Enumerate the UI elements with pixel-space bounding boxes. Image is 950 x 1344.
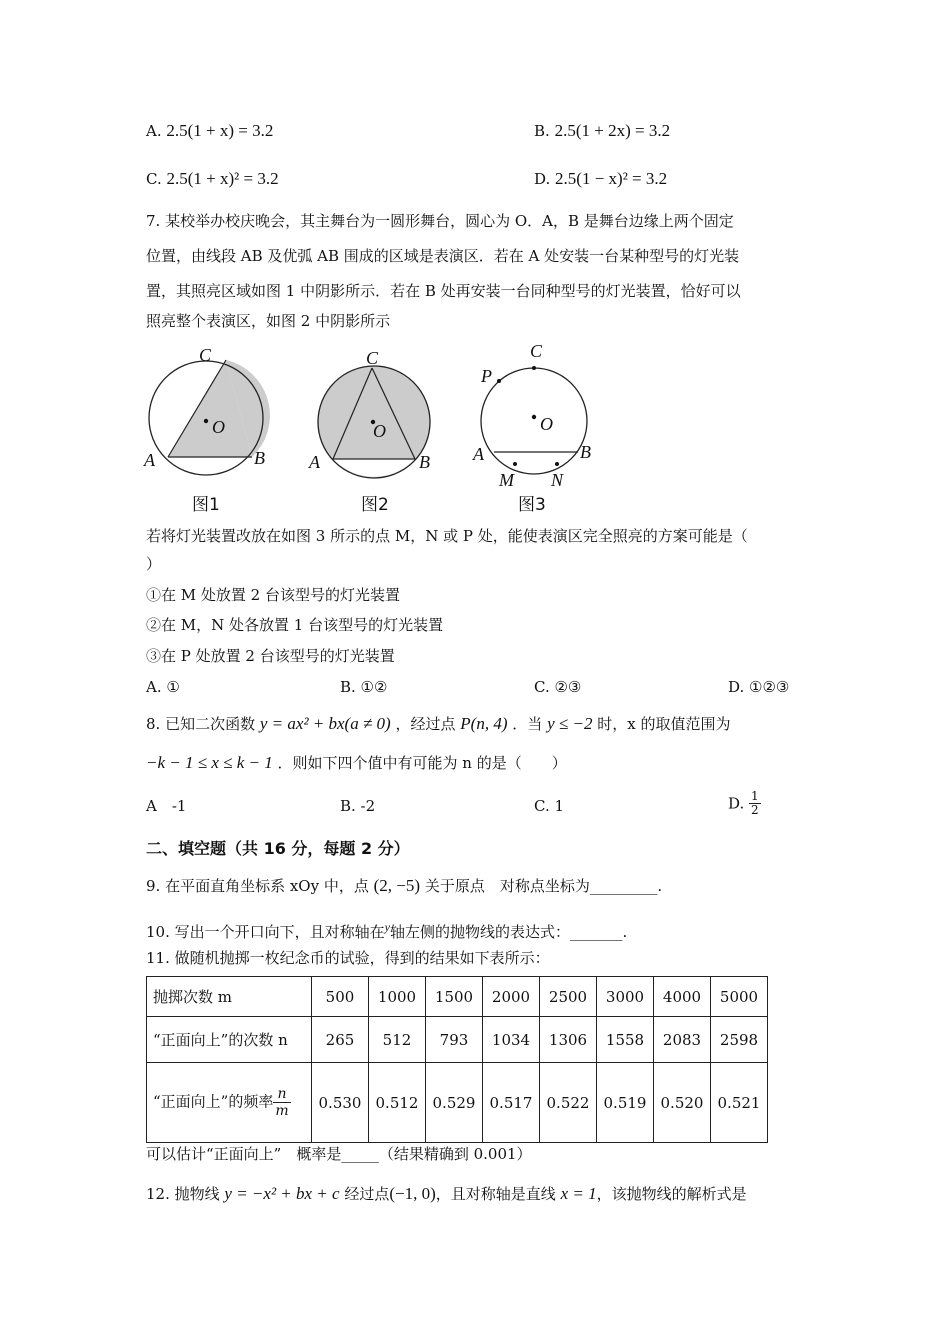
q11-table [146,976,768,1143]
table-cell: 0.512 [369,1063,426,1143]
q8-suffix: 时，x 的取值范围为 [597,715,731,733]
q8-option-d [728,790,761,817]
table-cell: 2083 [654,1017,711,1063]
q11-estimate: 可以估计“正面向上” 概率是_____（结果精确到 0.001） [146,1145,532,1163]
q11-row1-label: 抛掷次数 m [147,977,312,1017]
q12-line [146,1183,747,1205]
q8-line2-suffix: ．则如下四个值中有可能为 n 的是（ ） [277,754,567,772]
q8-option-c: C. 1 [534,797,565,815]
figure-3 [472,341,591,515]
table-cell: 265 [312,1017,369,1063]
q6-option-d-letter: D. [534,170,551,188]
table-cell: 0.520 [654,1063,711,1143]
fig3-point-c [532,366,536,370]
q7-question-line1: 若将灯光装置改放在如图 3 所示的点 M，N 或 P 处，能使表演区完全照亮的方案可能是（ [146,527,748,545]
q7-option-a: A. ① [146,678,180,696]
q8-option-b: B. -2 [340,797,376,815]
table-cell: 500 [312,977,369,1017]
q7-line1: 7. 某校举办校庆晚会，其主舞台为一圆形舞台，圆心为 O．A，B 是舞台边缘上两个固定 [146,212,734,230]
table-cell: 793 [426,1017,483,1063]
q7-choice-1: ①在 M 处放置 2 台该型号的灯光装置 [146,586,400,604]
q12-point: (−1, 0) [389,1184,436,1203]
q8-line1 [146,713,730,735]
q12-suffix: ，该抛物线的解析式是 [596,1185,747,1203]
table-cell: 1306 [540,1017,597,1063]
q12-function: y = −x² + bx + c [224,1184,340,1203]
fig3-label-o: O [540,414,553,434]
q11-intro: 11. 做随机抛掷一枚纪念币的试验，得到的结果如下表所示： [146,949,550,967]
q6-option-a [146,120,273,142]
table-cell: 0.519 [597,1063,654,1143]
q8-point: P(n, 4) [460,714,508,733]
fig3-circle [481,368,587,474]
fig1-label-a: A [144,450,155,470]
fig2-label-o: O [373,421,386,441]
fig3-point-n [555,462,559,466]
fig2-label-a: A [309,452,320,472]
table-cell: 1500 [426,977,483,1017]
q7-figures [140,338,610,518]
table-cell: 1558 [597,1017,654,1063]
q11-fraction-numerator: n [273,1086,290,1103]
q6-option-c-expr: 2.5(1 + x)² = 3.2 [166,169,279,188]
q8-line2 [146,752,567,774]
table-cell: 0.530 [312,1063,369,1143]
table-cell: 1034 [483,1017,540,1063]
fig2-minor-segment [333,459,415,477]
fig1-center-dot [204,419,208,423]
fig2-caption: 图2 [361,495,389,515]
q12-mid: 经过点 [344,1185,390,1203]
q8-mid2: ．当 [512,715,543,733]
q12-mid2: ，且对称轴是直线 [435,1185,556,1203]
q7-line4: 照亮整个表演区，如图 2 中阴影所示 [146,312,391,330]
q8-option-a: A -1 [146,797,187,815]
q11-row3-label-cell [147,1063,312,1143]
table-cell: 0.529 [426,1063,483,1143]
fig3-caption: 图3 [518,495,546,515]
fig3-label-m: M [499,470,514,490]
q10-line [146,916,627,943]
fig3-point-m [513,462,517,466]
table-row [147,977,768,1017]
fig3-label-p: P [481,366,492,386]
q8-option-d-denominator: 2 [751,803,759,817]
q7-option-c: C. ②③ [534,678,582,696]
q8-prefix: 8. 已知二次函数 [146,715,256,733]
fig3-center-dot [532,415,536,419]
figure-1 [143,345,270,515]
fig2-label-c: C [366,348,379,368]
q8-function: y = ax² + bx(a ≠ 0) [259,714,391,733]
q8-mid: ，经过点 [395,715,456,733]
q8-range: −k − 1 ≤ x ≤ k − 1 [146,753,273,772]
q7-line3: 置，其照亮区域如图 1 中阴影所示．若在 B 处再安装一台同种型号的灯光装置，恰好可以 [146,282,741,300]
fig3-label-b: B [580,442,591,462]
table-cell: 512 [369,1017,426,1063]
figure-2 [308,348,430,515]
section-2-title: 二、填空题（共 16 分，每题 2 分） [146,839,410,858]
q8-condition: y ≤ −2 [547,714,593,733]
table-cell: 0.517 [483,1063,540,1143]
table-cell: 2000 [483,977,540,1017]
table-cell: 2598 [711,1017,768,1063]
table-row [147,1017,768,1063]
q8-option-d-letter: D. [728,794,745,813]
q10-variable: y [384,920,390,934]
q9-point: (2, −5) [373,876,421,895]
q8-option-d-numerator: 1 [751,789,759,803]
q6-option-d [534,168,667,190]
table-cell: 2500 [540,977,597,1017]
fig1-label-b: B [254,448,265,468]
q6-option-b [534,120,670,142]
q7-option-b: B. ①② [340,678,388,696]
table-row [147,1063,768,1143]
table-cell: 0.521 [711,1063,768,1143]
q9-prefix: 9. 在平面直角坐标系 xOy 中，点 [146,877,369,895]
fig3-label-n: N [551,470,564,490]
q10-prefix: 10. 写出一个开口向下，且对称轴在 [146,923,385,941]
q7-choice-2: ②在 M，N 处各放置 1 台该型号的灯光装置 [146,616,444,634]
q6-option-d-expr: 2.5(1 − x)² = 3.2 [555,169,668,188]
fig1-label-c: C [199,345,212,365]
fig3-label-c: C [530,341,543,361]
q6-option-a-expr: 2.5(1 + x) = 3.2 [166,121,274,140]
q12-prefix: 12. 抛物线 [146,1185,220,1203]
q11-row2-label: “正面向上”的次数 n [147,1017,312,1063]
q8-option-d-fraction [749,790,761,817]
q7-question-line2: ） [146,555,162,573]
table-cell: 1000 [369,977,426,1017]
fig3-point-p [497,379,501,383]
q11-row3-fraction [273,1086,290,1119]
q6-option-c [146,168,279,190]
q9-suffix: 关于原点 对称点坐标为_________. [424,877,663,895]
table-cell: 4000 [654,977,711,1017]
q7-line2: 位置，由线段 AB 及优弧 AB 围成的区域是表演区．若在 A 处安装一台某种型号的灯光装 [146,247,740,265]
fig2-label-b: B [419,452,430,472]
q7-option-d: D. ①②③ [728,678,790,696]
table-cell: 0.522 [540,1063,597,1143]
q9-line [146,875,662,897]
fig3-label-a: A [473,444,484,464]
q6-option-a-letter: A. [146,122,162,140]
q10-suffix: 轴左侧的抛物线的表达式：_______. [389,923,628,941]
q6-option-b-expr: 2.5(1 + 2x) = 3.2 [554,121,671,140]
q11-row3-label: “正面向上”的频率 [153,1092,274,1111]
table-cell: 3000 [597,977,654,1017]
q11-fraction-denominator: m [275,1103,289,1119]
fig1-label-o: O [212,417,225,437]
q6-option-c-letter: C. [146,170,162,188]
table-cell: 5000 [711,977,768,1017]
q6-option-b-letter: B. [534,122,550,140]
q7-choice-3: ③在 P 处放置 2 台该型号的灯光装置 [146,647,395,665]
fig1-caption: 图1 [192,495,220,515]
q12-axis: x = 1 [560,1184,597,1203]
